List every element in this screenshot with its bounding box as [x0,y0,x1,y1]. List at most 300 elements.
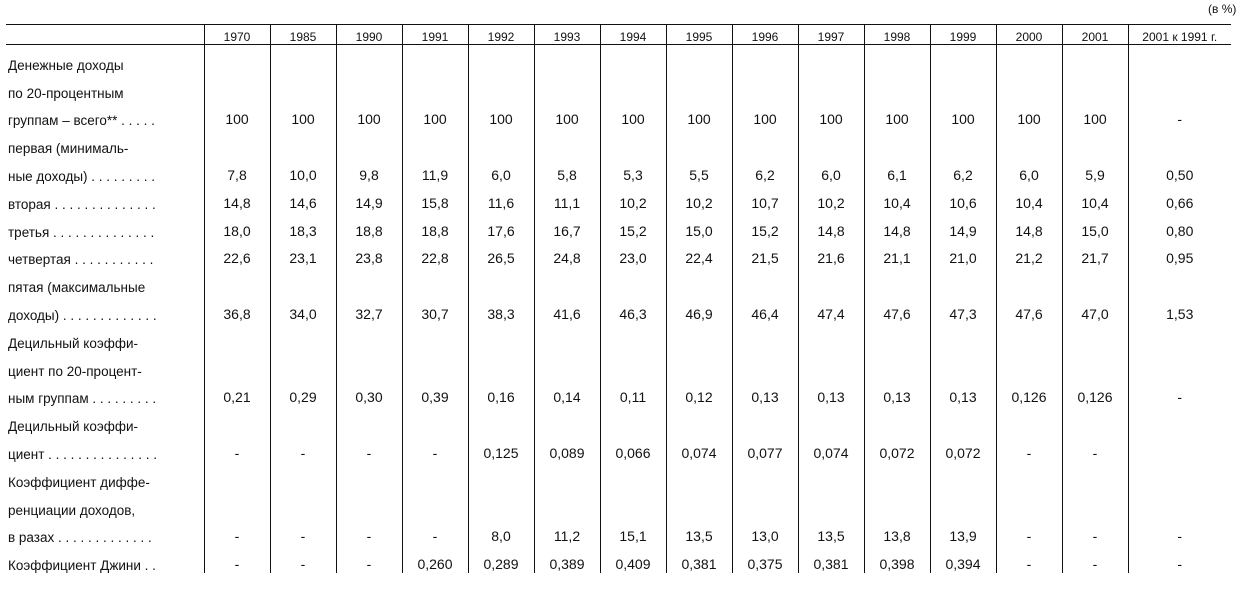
table-cell [732,240,798,268]
table-cell [930,323,996,351]
cell-value: 0,21 [223,389,251,406]
cell-value: 0,375 [747,556,783,573]
row-label: доходы) . . . . . . . . . . . . . [8,307,157,323]
table-cell [996,379,1062,407]
cell-value: 34,0 [289,305,317,322]
table-cell [1062,184,1128,212]
table-cell [336,156,402,184]
table-cell [732,45,798,73]
column-header: 1985 [270,25,336,45]
table-cell [336,518,402,546]
table-cell [534,351,600,379]
table-cell [270,490,336,518]
table-cell [864,351,930,379]
table-cell [996,128,1062,156]
table-cell [534,490,600,518]
income-distribution-table [6,24,1231,573]
table-cell [270,267,336,295]
table-row [6,406,1231,434]
table-cell [534,434,600,462]
table-cell [864,212,930,240]
table-cell [798,240,864,268]
table-cell [1128,490,1231,518]
table-cell [930,184,996,212]
table-cell [798,73,864,101]
table-cell [336,462,402,490]
table-cell [798,379,864,407]
row-label: ным группам . . . . . . . . . [8,391,157,407]
table-cell [666,73,732,101]
table-cell [666,156,732,184]
table-cell [666,184,732,212]
table-cell [864,45,930,73]
table-cell [864,490,930,518]
table-cell [204,212,270,240]
table-cell [270,295,336,323]
table-cell [1062,323,1128,351]
table-cell [1128,101,1231,129]
cell-value: 0,30 [355,389,383,406]
table-cell [930,518,996,546]
cell-value: 0,381 [813,556,849,573]
table-cell [996,406,1062,434]
table-row [6,462,1231,490]
table-cell [996,434,1062,462]
column-header: 1996 [732,25,798,45]
table-cell [798,45,864,73]
table-cell [204,101,270,129]
row-label: ные доходы) . . . . . . . . . [8,168,156,184]
table-cell [336,351,402,379]
table-cell [666,128,732,156]
table-cell [468,490,534,518]
table-cell [864,295,930,323]
table-cell [468,434,534,462]
table-cell [534,295,600,323]
table-cell [864,406,930,434]
table-cell [666,101,732,129]
cell-value: 0,80 [1166,222,1194,239]
table-cell [1062,462,1128,490]
table-cell [468,545,534,573]
table-cell [600,267,666,295]
table-cell [1128,184,1231,212]
table-cell [798,128,864,156]
table-cell [600,45,666,73]
cell-value: 100 [357,111,381,128]
cell-value: 100 [423,111,447,128]
table-cell [204,462,270,490]
cell-value: 100 [951,111,975,128]
cell-value: 5,9 [1085,166,1105,183]
table-cell [600,101,666,129]
table-cell [798,156,864,184]
table-cell [402,545,468,573]
table-cell [204,351,270,379]
table-cell [666,351,732,379]
table-cell [930,128,996,156]
table-cell [270,323,336,351]
table-cell [336,128,402,156]
cell-value: 11,9 [421,166,449,183]
cell-value: - [300,528,306,545]
table-cell [732,406,798,434]
cell-value: 6,1 [887,166,907,183]
cell-value: - [432,528,438,545]
table-cell [1128,73,1231,101]
table-cell [864,323,930,351]
cell-value: 47,6 [1015,305,1043,322]
table-cell [996,323,1062,351]
cell-value: 38,3 [487,305,515,322]
cell-value: 46,3 [619,305,647,322]
cell-value: 22,6 [223,250,251,267]
cell-value: 100 [621,111,645,128]
header-row [6,25,1231,45]
row-label: пятая (максимальные [8,280,146,296]
table-cell [336,490,402,518]
table-cell [336,73,402,101]
cell-value: 10,2 [817,194,845,211]
table-cell [666,379,732,407]
table-cell [534,406,600,434]
cell-value: 5,5 [689,166,709,183]
table-cell [1062,212,1128,240]
table-cell [798,351,864,379]
column-header: 1992 [468,25,534,45]
table-cell [864,184,930,212]
cell-value: 22,8 [421,250,449,267]
table-cell [1128,240,1231,268]
cell-value: 0,289 [483,556,519,573]
table-cell [468,518,534,546]
table-cell [534,267,600,295]
cell-value: 26,5 [487,250,515,267]
table-cell [468,462,534,490]
row-label: группам – всего** . . . . . [8,113,155,129]
cell-value: 14,8 [223,194,251,211]
row-label: Коэффициент Джини . . [8,558,156,574]
table-cell [402,462,468,490]
row-label: третья . . . . . . . . . . . . . . [8,224,155,240]
row-label: Децильный коэффи- [8,419,138,435]
table-cell [798,101,864,129]
cell-value: 100 [291,111,315,128]
table-cell [204,379,270,407]
column-header: 2001 к 1991 г. [1128,25,1231,45]
table-cell [336,267,402,295]
table-cell [204,184,270,212]
table-row [6,351,1231,379]
cell-value: 18,8 [421,222,449,239]
table-cell [798,267,864,295]
cell-value: 22,4 [685,250,713,267]
table-cell [402,101,468,129]
cell-value: 21,7 [1081,250,1109,267]
column-header: 1999 [930,25,996,45]
table-cell [600,156,666,184]
table-cell [534,518,600,546]
cell-value: 11,2 [553,528,581,545]
table-cell [996,212,1062,240]
table-cell [930,462,996,490]
cell-value: 0,126 [1011,389,1047,406]
table-cell [534,184,600,212]
cell-value: 0,11 [619,389,647,406]
cell-value: 8,0 [491,528,511,545]
table-cell [402,267,468,295]
table-cell [930,45,996,73]
cell-value: 0,16 [487,389,515,406]
table-row [6,73,1231,101]
cell-value: 0,13 [949,389,977,406]
table-cell [666,462,732,490]
table-cell [270,545,336,573]
table-cell [732,156,798,184]
table-cell [930,434,996,462]
table-cell [468,267,534,295]
table-cell [402,490,468,518]
table-cell [204,267,270,295]
cell-value: 10,4 [1015,194,1043,211]
table-cell [732,518,798,546]
table-cell [732,351,798,379]
table-cell [600,184,666,212]
cell-value: 18,3 [289,222,317,239]
cell-value: 21,0 [949,250,977,267]
table-cell [864,101,930,129]
table-cell [600,351,666,379]
table-cell [798,406,864,434]
cell-value: 21,6 [817,250,845,267]
table-cell [996,518,1062,546]
table-cell [468,406,534,434]
table-cell [336,101,402,129]
table-cell [996,490,1062,518]
cell-value: 0,409 [615,556,651,573]
cell-value: 21,2 [1015,250,1043,267]
table-cell [270,184,336,212]
table-cell [402,379,468,407]
column-header: 1970 [204,25,270,45]
table-cell [996,240,1062,268]
table-cell [930,295,996,323]
table-cell [336,545,402,573]
cell-value: 10,2 [685,194,713,211]
table-cell [1062,101,1128,129]
table-cell [864,73,930,101]
table-cell [468,45,534,73]
cell-value: 0,072 [945,444,981,461]
cell-value: 0,12 [685,389,713,406]
table-cell [402,518,468,546]
table-cell [930,545,996,573]
table-cell [204,45,270,73]
table-row [6,212,1231,240]
table-cell [930,406,996,434]
cell-value: 10,6 [949,194,977,211]
table-cell [1062,73,1128,101]
table-cell [402,434,468,462]
table-cell [402,184,468,212]
cell-value: 47,0 [1081,305,1109,322]
table-cell [732,184,798,212]
table-cell [468,323,534,351]
cell-value: 23,0 [619,250,647,267]
table-cell [666,240,732,268]
table-cell [732,323,798,351]
table-cell [732,73,798,101]
table-cell [534,379,600,407]
table-cell [402,295,468,323]
cell-value: 9,8 [359,166,379,183]
cell-value: 0,072 [879,444,915,461]
table-cell [1128,267,1231,295]
row-label: Денежные доходы [8,57,124,73]
cell-value: - [234,556,240,573]
table-cell [336,295,402,323]
table-cell [336,379,402,407]
table-body [6,45,1231,574]
table-cell [798,490,864,518]
table-cell [666,267,732,295]
cell-value: 0,066 [615,444,651,461]
table-cell [666,295,732,323]
cell-value: 0,125 [483,444,519,461]
table-cell [270,379,336,407]
table-cell [534,462,600,490]
cell-value: 46,9 [685,305,713,322]
cell-value: 0,13 [751,389,779,406]
cell-value: - [366,556,372,573]
cell-value: 0,074 [681,444,717,461]
cell-value: 21,1 [883,250,911,267]
table-cell [1128,295,1231,323]
table-cell [930,73,996,101]
cell-value: 16,7 [553,222,581,239]
cell-value: 0,13 [817,389,845,406]
table-cell [600,406,666,434]
table-cell [996,156,1062,184]
cell-value: - [300,556,306,573]
table-cell [468,128,534,156]
cell-value: 13,8 [883,528,911,545]
row-label: ренциации доходов, [8,502,136,518]
table-cell [402,128,468,156]
table-cell [1128,323,1231,351]
table-cell [600,462,666,490]
table-row [6,434,1231,462]
table-row [6,490,1231,518]
table-cell [1128,45,1231,73]
cell-value: 6,0 [1019,166,1039,183]
cell-value: 0,50 [1166,166,1194,183]
table-cell [600,240,666,268]
table-cell [732,295,798,323]
table-cell [666,545,732,573]
cell-value: 14,8 [817,222,845,239]
table-cell [468,240,534,268]
table-cell [1128,156,1231,184]
table-cell [930,240,996,268]
cell-value: 14,6 [289,194,317,211]
table-cell [600,212,666,240]
table-cell [204,323,270,351]
table-cell [468,295,534,323]
cell-value: - [1026,528,1032,545]
table-cell [270,406,336,434]
table-cell [600,379,666,407]
cell-value: 0,074 [813,444,849,461]
cell-value: 17,6 [487,222,515,239]
cell-value: - [300,444,306,461]
table-cell [1062,379,1128,407]
column-header: 2001 [1062,25,1128,45]
table-cell [732,128,798,156]
table-cell [996,73,1062,101]
table-cell [666,323,732,351]
table-cell [1062,518,1128,546]
table-cell [204,406,270,434]
table-cell [402,406,468,434]
table-cell [204,73,270,101]
table-cell [336,434,402,462]
table-cell [996,351,1062,379]
cell-value: 18,8 [355,222,383,239]
row-label: Коэффициент диффе- [8,474,150,490]
table-cell [1062,434,1128,462]
table-cell [468,73,534,101]
table-cell [402,351,468,379]
table-cell [1062,295,1128,323]
table-cell [402,240,468,268]
column-header: 1997 [798,25,864,45]
table-cell [666,406,732,434]
table-cell [930,267,996,295]
column-header: 1991 [402,25,468,45]
table-row [6,267,1231,295]
table-cell [996,545,1062,573]
table-cell [204,128,270,156]
cell-value: 6,0 [821,166,841,183]
cell-value: 100 [225,111,249,128]
cell-value: 100 [753,111,777,128]
cell-value: - [1092,556,1098,573]
table-cell [600,128,666,156]
cell-value: 100 [885,111,909,128]
table-cell [204,295,270,323]
table-cell [468,101,534,129]
cell-value: 13,5 [817,528,845,545]
cell-value: 10,2 [619,194,647,211]
table-cell [204,545,270,573]
table-row [6,156,1231,184]
cell-value: 15,8 [421,194,449,211]
table-cell [468,379,534,407]
table-cell [732,462,798,490]
table-cell [930,351,996,379]
table-cell [996,45,1062,73]
table-cell [996,101,1062,129]
table-cell [1062,267,1128,295]
cell-value: 0,14 [553,389,581,406]
table-cell [864,545,930,573]
table-cell [666,45,732,73]
row-label: четвертая . . . . . . . . . . . [8,252,154,268]
row-label: по 20-процентным [8,85,124,101]
row-label: в разах . . . . . . . . . . . . . [8,530,152,546]
cell-value: 13,0 [751,528,779,545]
